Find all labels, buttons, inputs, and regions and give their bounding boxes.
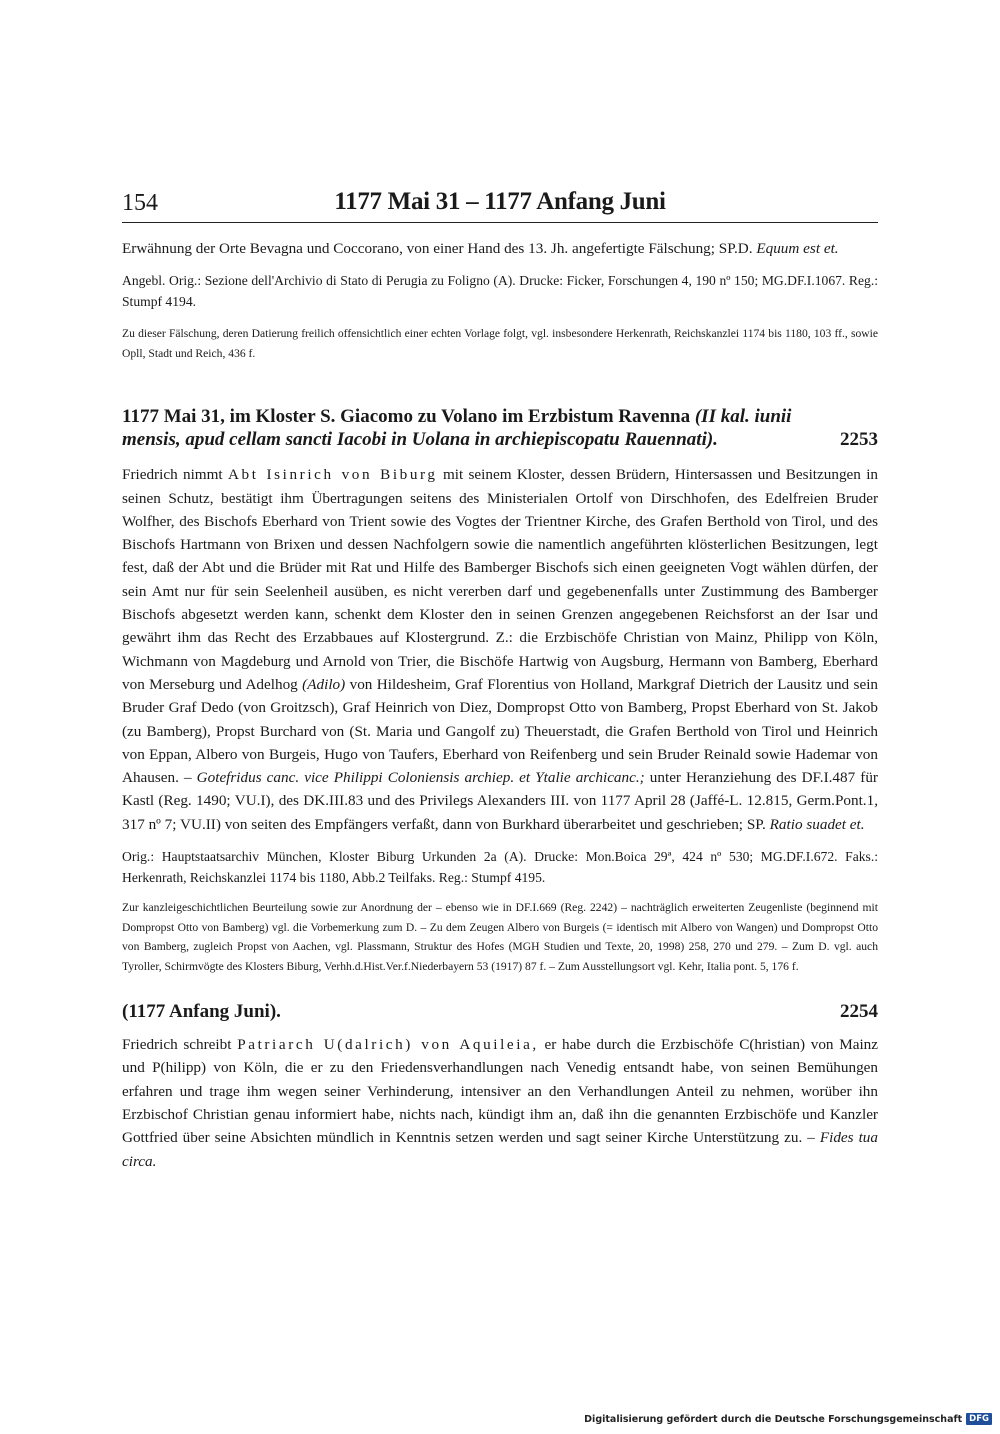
prev-entry-tail-text: Erwähnung der Orte Bevagna und Coccorano, von einer Hand des 13. Jh. angefertigte Fälschung; SP.D. (122, 240, 753, 257)
entry-2253-title (122, 405, 840, 451)
entry-2253-date-place: 1177 Mai 31, im Kloster S. Giacomo zu Volano im Erzbistum Ravenna (122, 406, 691, 428)
entry-2254-recipient: Patriarch U(dalrich) von Aquileia, (237, 1036, 539, 1054)
entry-2253-meta: Orig.: Hauptstaatsarchiv München, Kloster Biburg Urkunden 2a (A). Drucke: Mon.Boica 29ª, 424 nº 530; MG.DF.I.672. Faks.: Herkenrath, Reichskanzlei 1174 bis 1180, Abb.2 Teilfaks. Reg.: Stumpf 4195. (122, 849, 878, 886)
entry-2253-p4: unter Heranziehung des DF.I.487 für Kastl (Reg. 1490; VU.I), des DK.III.83 und des Privilegs Alexanders III. von 1177 April 28 (Jaffé-L. 12.815, Germ.Pont.1, 317 nº 7; VU.II) von seiten des Empfängers verfaßt, dann von Burkhard überarbeitet und geschrieben; SP. (122, 769, 878, 833)
entry-2254-p2: er habe durch die Erzbischöfe C(hristian) von Mainz und P(hilipp) von Köln, die er zu den Friedensverhandlungen nach Venedig entsandt habe, von seinen Bemühungen erfahren und trage ihm wegen seiner Verhinderung, intensiver an den Verhandlungen Anteil zu nehmen, worüber ihn Erzbischof Christian genau informiert habe, nichts nach, kündigt ihm an, daß ihn die genannten Erzbischöfe und Kanzler Gottfried über seine Absichten mündlich in Kenntnis setzen werden und sagt seiner Kirche Unterstützung zu. – (122, 1036, 879, 1147)
dfg-logo-icon: DFG (966, 1413, 992, 1425)
entry-2253-incipit: Ratio suadet et. (769, 815, 865, 833)
prev-entry-note: Zu dieser Fälschung, deren Datierung freilich offensichtlich einer echten Vorlage folgt, vgl. insbesondere Herkenrath, Reichskanzlei 1174 bis 1180, 103 ff., sowie Opll, Stadt und Reich, 436 f. (122, 327, 878, 360)
page-number: 154 (122, 190, 158, 216)
entry-2254-body (122, 1033, 878, 1173)
entry-2254-incipit: Fides tua circa. (122, 1129, 878, 1170)
prev-entry-meta: Angebl. Orig.: Sezione dell'Archivio di Stato di Perugia zu Foligno (A). Drucke: Ficker, Forschungen 4, 190 nº 150; MG.DF.I.1067. Reg.: Stumpf 4194. (122, 273, 878, 310)
footer-credit (584, 1413, 992, 1425)
entry-2253-p3: von Hildesheim, Graf Florentius von Holland, Markgraf Dietrich der Lausitz und sein Bruder Graf Dedo (von Groitzsch), Graf Heinrich von Diez, Dompropst Otto von Bamberg, Propst Eberhard von St. Jakob (zu Bamberg), Propst Burchard von (St. Maria und Gangolf zu) Theuerstadt, die Grafen Berthold von Tirol und Heinrich von Eppan, Albero von Burgeis, Hugo von Taufers, Eberhard von Reifenberg und sein Bruder Reinald sowie Hademar von Ahausen. – (122, 675, 879, 787)
entry-2253-body (122, 463, 878, 836)
entry-2253-heading (122, 405, 878, 451)
entry-2254-title: (1177 Anfang Juni). (122, 1001, 281, 1023)
entry-2253-number: 2253 (840, 429, 878, 451)
entry-2254-p1: Friedrich schreibt (122, 1036, 232, 1054)
prev-entry-tail (122, 237, 878, 260)
footer-text: Digitalisierung gefördert durch die Deutsche Forschungsgemeinschaft (584, 1413, 963, 1425)
running-head (122, 186, 878, 223)
prev-entry-incipit: Equum est et. (756, 240, 839, 257)
document-page (122, 186, 878, 1173)
entry-2253-latin-dating: (II kal. iunii mensis, apud cellam sancti Iacobi in Uolana in archiepiscopatu Rauennati). (122, 406, 792, 451)
entry-2253-recipient: Abt Isinrich von Biburg (227, 466, 438, 484)
entry-2253-adilo: (Adilo) (302, 675, 346, 693)
entry-2253-p2: mit seinem Kloster, dessen Brüdern, Hintersassen und Besitzungen in seinen Schutz, bestätigt ihm Übertragungen seitens des Ministerialen Ortolf von Dirschhofen, des Edelfreien Bruder Wolfher, des Bischofs Eberhard von Trient sowie des Vogtes der Trientner Kirche, des Grafen Berthold von Tirol, und des Bischofs Hartmann von Brixen und dessen Nachfolgern sowie die namentlich angeführten klösterlichen Besitzungen, legt fest, daß der Abt und die Brüder mit Rat und Hilfe des Bamberger Bischofs sich einen geeigneten Vogt wählen dürfen, der sein Amt nur für sein Seelenheil ausüben, es nicht vererben darf und gegebenenfalls unter Zustimmung des Bamberger Bischofs abgesetzt werden kann, schenkt dem Kloster den in seinen Grenzen angegebenen Reichsforst an der Isar und gewährt ihm das Recht des Erzabbaues auf Klostergrund. Z.: die Erzbischöfe Christian von Mainz, Philipp von Köln, Wichmann von Magdeburg und Arnold von Trier, die Bischöfe Hartwig von Augsburg, Hermann von Bamberg, Eberhard von Merseburg und Adelhog (122, 466, 879, 693)
entry-2253-p1: Friedrich nimmt (122, 466, 223, 484)
entry-2254-heading (122, 1000, 878, 1023)
entry-2253-note: Zur kanzleigeschichtlichen Beurteilung sowie zur Anordnung der – ebenso wie in DF.I.669 (Reg. 2242) – nachträglich erweiterten Zeugenliste (beginnend mit Dompropst Otto von Bamberg) vgl. die Vorbemerkung zum D. – Zu dem Zeugen Albero von Burgeis (= identisch mit Albero von Wangen) und Dompropst Otto von Bamberg, zugleich Propst von Aachen, vgl. Plassmann, Struktur des Hofes (MGH Studien und Texte, 20, 1998) 258, 270 und 279. – Zum D. vgl. auch Tyroller, Schirmvögte des Klosters Biburg, Verhh.d.Hist.Ver.f.Niederbayern 53 (1917) 87 f. – Zum Ausstellungsort vgl. Kehr, Italia pont. 5, 176 f. (122, 901, 878, 973)
entry-2254-number: 2254 (840, 1001, 878, 1023)
running-head-range: 1177 Mai 31 – 1177 Anfang Juni (334, 188, 666, 215)
entry-2253-recognition: Gotefridus canc. vice Philippi Coloniensis archiep. et Ytalie archicanc.; (196, 769, 645, 787)
